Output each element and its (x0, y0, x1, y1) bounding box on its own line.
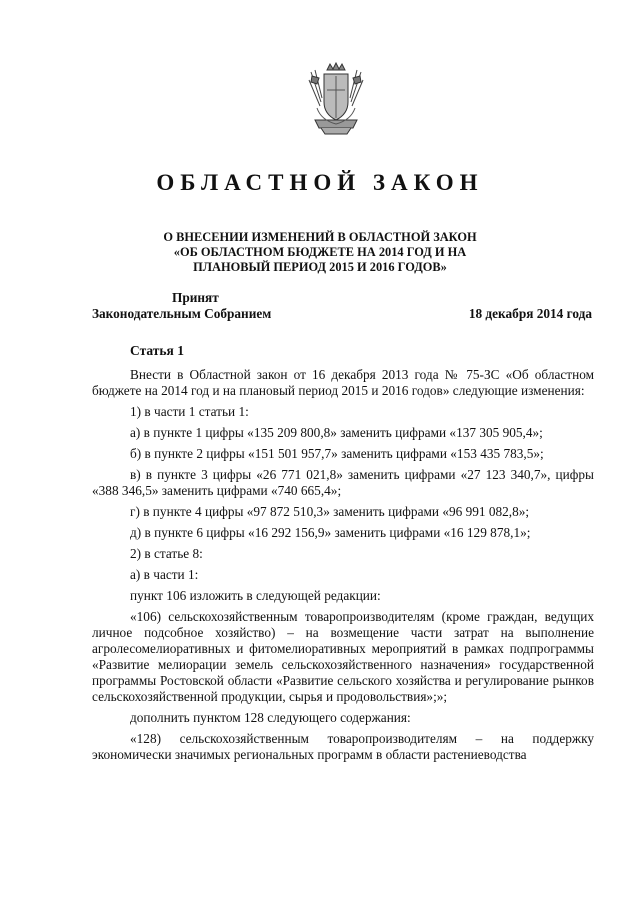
law-title: ОБЛАСТНОЙ ЗАКОН (156, 170, 484, 195)
paragraph: б) в пункте 2 цифры «151 501 957,7» заменить цифрами «153 435 783,5»; (130, 446, 544, 461)
subtitle-line: «ОБ ОБЛАСТНОМ БЮДЖЕТЕ НА 2014 ГОД И НА (173, 245, 467, 259)
paragraph: 1) в части 1 статьи 1: (130, 404, 249, 419)
paragraph: «128) сельскохозяйственным товаропроизводителям – на поддержку экономически значимых региональных программ в области растениеводства (92, 731, 594, 762)
adoption-label: Принят (172, 290, 219, 305)
law-subtitle (90, 230, 550, 275)
paragraph: д) в пункте 6 цифры «16 292 156,9» заменить цифрами «16 129 878,1»; (130, 525, 531, 540)
adoption-body: Законодательным Собранием (92, 306, 272, 321)
paragraph: а) в пункте 1 цифры «135 209 800,8» заменить цифрами «137 305 905,4»; (130, 425, 543, 440)
paragraph: Внести в Областной закон от 16 декабря 2013 года № 75-ЗС «Об областном бюджете на 2014 год и на плановый период 2015 и 2016 годов» следующие изменения: (92, 367, 594, 398)
adoption-date: 18 декабря 2014 года (468, 306, 592, 321)
paragraph: пункт 106 изложить в следующей редакции: (130, 588, 381, 603)
subtitle-line: О ВНЕСЕНИИ ИЗМЕНЕНИЙ В ОБЛАСТНОЙ ЗАКОН (163, 230, 477, 244)
subtitle-line: ПЛАНОВЫЙ ПЕРИОД 2015 И 2016 ГОДОВ» (193, 260, 447, 274)
article-body (92, 367, 594, 768)
coat-of-arms-icon (307, 62, 365, 136)
paragraph: дополнить пунктом 128 следующего содержания: (130, 710, 411, 725)
adoption-block (92, 290, 592, 330)
paragraph: 2) в статье 8: (130, 546, 203, 561)
paragraph: в) в пункте 3 цифры «26 771 021,8» заменить цифрами «27 123 340,7», цифры «388 346,5» заменить цифрами «740 665,4»; (92, 467, 594, 498)
paragraph: «106) сельскохозяйственным товаропроизводителям (кроме граждан, ведущих личное подсобное хозяйство) – на возмещение части затрат на выполнение агролесомелиоративных и фитомелиоративных мероприятий в рамках подпрограммы «Развитие мелиорации земель сельскохозяйственного назначения» государственной программы Ростовской области «Развитие сельского хозяйства и регулирование рынков сельскохозяйственной продукции, сырья и продовольствия»;»; (92, 609, 594, 704)
article-heading: Статья 1 (130, 343, 184, 358)
paragraph: а) в части 1: (130, 567, 199, 582)
paragraph: г) в пункте 4 цифры «97 872 510,3» заменить цифрами «96 991 082,8»; (130, 504, 530, 519)
